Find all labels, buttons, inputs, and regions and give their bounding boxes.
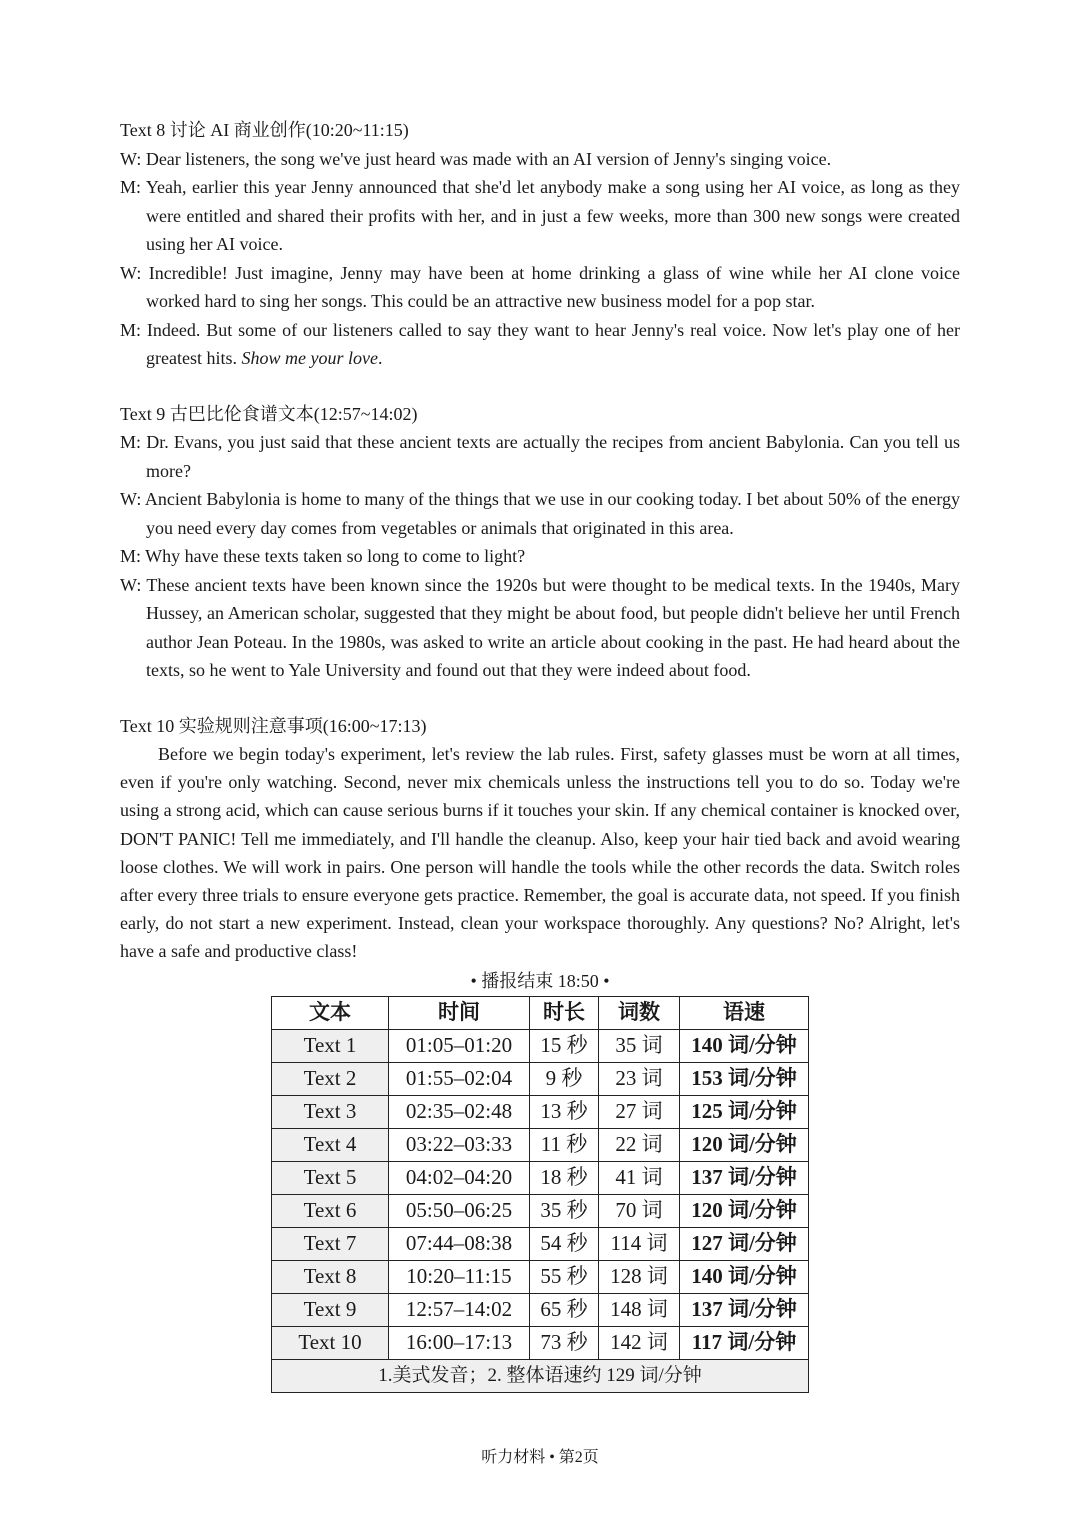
text-8-section bbox=[120, 116, 960, 373]
duration-cell: 65 秒 bbox=[530, 1293, 599, 1326]
broadcast-end-label: • 播报结束 18:50 • bbox=[470, 970, 610, 991]
table-row bbox=[272, 1227, 809, 1260]
speed-cell: 127 词/分钟 bbox=[680, 1227, 809, 1260]
text-cell: Text 4 bbox=[272, 1128, 389, 1161]
dialogue-line: M: Dr. Evans, you just said that these ancient texts are actually the recipes from ancient Babylonia. Can you tell us more? bbox=[120, 432, 960, 481]
text-cell: Text 3 bbox=[272, 1095, 389, 1128]
time-cell: 12:57–14:02 bbox=[389, 1293, 530, 1326]
header-cell: 词数 bbox=[599, 996, 680, 1029]
duration-cell: 35 秒 bbox=[530, 1194, 599, 1227]
text-cell: Text 1 bbox=[272, 1029, 389, 1062]
time-cell: 05:50–06:25 bbox=[389, 1194, 530, 1227]
speed-cell: 140 词/分钟 bbox=[680, 1029, 809, 1062]
document-page bbox=[120, 116, 960, 1393]
duration-cell: 9 秒 bbox=[530, 1062, 599, 1095]
table-row bbox=[272, 1062, 809, 1095]
word-count-cell: 128 词 bbox=[599, 1260, 680, 1293]
text-cell: Text 2 bbox=[272, 1062, 389, 1095]
speed-cell: 140 词/分钟 bbox=[680, 1260, 809, 1293]
duration-cell: 11 秒 bbox=[530, 1128, 599, 1161]
table-note-row bbox=[272, 1359, 809, 1392]
time-cell: 03:22–03:33 bbox=[389, 1128, 530, 1161]
text-9-section bbox=[120, 400, 960, 685]
table-header-row bbox=[272, 996, 809, 1029]
speed-cell: 125 词/分钟 bbox=[680, 1095, 809, 1128]
duration-cell: 15 秒 bbox=[530, 1029, 599, 1062]
speed-cell: 137 词/分钟 bbox=[680, 1293, 809, 1326]
time-cell: 04:02–04:20 bbox=[389, 1161, 530, 1194]
speed-cell: 137 词/分钟 bbox=[680, 1161, 809, 1194]
duration-cell: 18 秒 bbox=[530, 1161, 599, 1194]
word-count-cell: 22 词 bbox=[599, 1128, 680, 1161]
time-cell: 16:00–17:13 bbox=[389, 1326, 530, 1359]
time-cell: 01:55–02:04 bbox=[389, 1062, 530, 1095]
time-cell: 02:35–02:48 bbox=[389, 1095, 530, 1128]
speed-cell: 120 词/分钟 bbox=[680, 1128, 809, 1161]
header-cell: 文本 bbox=[272, 996, 389, 1029]
word-count-cell: 35 词 bbox=[599, 1029, 680, 1062]
dialogue-line: W: Incredible! Just imagine, Jenny may have been at home drinking a glass of wine while her AI clone voice worked hard to sing her songs. This could be an attractive new business model for a pop star. bbox=[120, 262, 960, 311]
time-cell: 01:05–01:20 bbox=[389, 1029, 530, 1062]
text-cell: Text 6 bbox=[272, 1194, 389, 1227]
page-footer: 听力材料 • 第2页 bbox=[481, 1449, 599, 1466]
section-title: Text 10 实验规则注意事项(16:00~17:13) bbox=[120, 715, 427, 736]
table-row bbox=[272, 1194, 809, 1227]
song-title: Show me your love bbox=[241, 348, 378, 368]
word-count-cell: 114 词 bbox=[599, 1227, 680, 1260]
word-count-cell: 41 词 bbox=[599, 1161, 680, 1194]
word-count-cell: 142 词 bbox=[599, 1326, 680, 1359]
table-row bbox=[272, 1293, 809, 1326]
header-cell: 时长 bbox=[530, 996, 599, 1029]
section-title: Text 9 古巴比伦食谱文本(12:57~14:02) bbox=[120, 403, 418, 424]
time-cell: 07:44–08:38 bbox=[389, 1227, 530, 1260]
dialogue-line: W: Ancient Babylonia is home to many of the things that we use in our cooking today. I bet about 50% of the energy you need every day comes from vegetables or animals that originated in this area. bbox=[120, 489, 960, 538]
dialogue-text: M: Indeed. But some of our listeners called to say they want to hear Jenny's real voice. Now let's play one of her greatest hits. bbox=[120, 319, 960, 368]
table-note: 1.美式发音；2. 整体语速约 129 词/分钟 bbox=[272, 1359, 809, 1392]
header-cell: 语速 bbox=[680, 996, 809, 1029]
word-count-cell: 70 词 bbox=[599, 1194, 680, 1227]
section-title: Text 8 讨论 AI 商业创作(10:20~11:15) bbox=[120, 120, 409, 140]
table-row bbox=[272, 1029, 809, 1062]
dialogue-line: M: Yeah, earlier this year Jenny announced that she'd let anybody make a song using her AI voice, as long as they were entitled and shared their profits with her, and in just a few weeks, more than 300 new songs were created using her AI voice. bbox=[120, 177, 960, 254]
word-count-cell: 27 词 bbox=[599, 1095, 680, 1128]
text-cell: Text 10 bbox=[272, 1326, 389, 1359]
word-count-cell: 148 词 bbox=[599, 1293, 680, 1326]
speech-rate-table bbox=[271, 996, 809, 1393]
time-cell: 10:20–11:15 bbox=[389, 1260, 530, 1293]
table-row bbox=[272, 1260, 809, 1293]
text-cell: Text 7 bbox=[272, 1227, 389, 1260]
speed-cell: 120 词/分钟 bbox=[680, 1194, 809, 1227]
punctuation: . bbox=[377, 348, 383, 368]
monologue-paragraph: Before we begin today's experiment, let's review the lab rules. First, safety glasses must be worn at all times, even if you're only watching. Second, never mix chemicals unless the instructions tell you to do so. Today we're using a strong acid, which can cause serious burns if it touches your skin. If any chemical container is knocked over, DON'T PANIC! Tell me immediately, and I'll handle the cleanup. Also, keep your hair tied back and avoid wearing loose clothes. We will work in pairs. One person will handle the tools while the other records the data. Switch roles after every three trials to ensure everyone gets practice. Remember, the goal is accurate data, not speed. If you finish early, do not start a new experiment. Instead, clean your workspace thoroughly. Any questions? No? Alright, let's have a safe and productive class! bbox=[120, 744, 960, 962]
duration-cell: 13 秒 bbox=[530, 1095, 599, 1128]
table-row bbox=[272, 1095, 809, 1128]
header-cell: 时间 bbox=[389, 996, 530, 1029]
duration-cell: 55 秒 bbox=[530, 1260, 599, 1293]
speed-cell: 153 词/分钟 bbox=[680, 1062, 809, 1095]
dialogue-line bbox=[120, 316, 960, 373]
word-count-cell: 23 词 bbox=[599, 1062, 680, 1095]
text-cell: Text 9 bbox=[272, 1293, 389, 1326]
speed-cell: 117 词/分钟 bbox=[680, 1326, 809, 1359]
text-10-section bbox=[120, 712, 960, 966]
text-cell: Text 8 bbox=[272, 1260, 389, 1293]
dialogue-line: M: Why have these texts taken so long to come to light? bbox=[120, 546, 526, 566]
table-row bbox=[272, 1161, 809, 1194]
dialogue-line: W: These ancient texts have been known since the 1920s but were thought to be medical texts. In the 1940s, Mary Hussey, an American scholar, suggested that they might be about food, but people didn't believe her until French author Jean Poteau. In the 1980s, was asked to write an article about cooking in the past. He had heard about the texts, so he went to Yale University and found out that they were indeed about food. bbox=[120, 574, 960, 680]
table-row bbox=[272, 1326, 809, 1359]
text-cell: Text 5 bbox=[272, 1161, 389, 1194]
dialogue-line: W: Dear listeners, the song we've just heard was made with an AI version of Jenny's singing voice. bbox=[120, 148, 832, 169]
duration-cell: 73 秒 bbox=[530, 1326, 599, 1359]
table-row bbox=[272, 1128, 809, 1161]
duration-cell: 54 秒 bbox=[530, 1227, 599, 1260]
